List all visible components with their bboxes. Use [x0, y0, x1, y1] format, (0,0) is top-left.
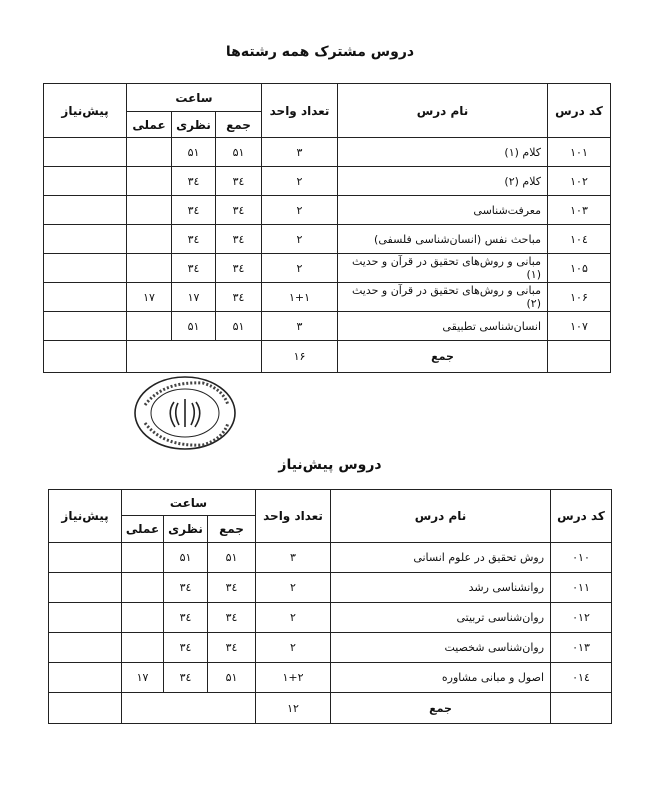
hours-total: ۳٤ [208, 603, 256, 633]
header-code: کد درس [551, 490, 612, 543]
table-row [44, 283, 611, 312]
hours-theory: ۳٤ [172, 167, 216, 196]
course-units: ۲ [256, 633, 331, 663]
hours-practical: ۱۷ [127, 283, 172, 312]
course-units: ۳ [256, 543, 331, 573]
hours-theory: ۳٤ [172, 196, 216, 225]
course-prereq [44, 196, 127, 225]
course-prereq [44, 312, 127, 341]
sum-row [49, 693, 612, 724]
table-row [49, 573, 612, 603]
course-code: ۰۱۲ [551, 603, 612, 633]
course-name: اصول و مبانی مشاوره [331, 663, 551, 693]
course-code: ۰۱۰ [551, 543, 612, 573]
course-name: روانشناسی رشد [331, 573, 551, 603]
hours-practical [127, 312, 172, 341]
course-units: ۲ [256, 603, 331, 633]
hours-practical: ۱۷ [122, 663, 164, 693]
hours-theory: ۳٤ [172, 225, 216, 254]
course-name: روش تحقیق در علوم انسانی [331, 543, 551, 573]
course-code: ۱۰۱ [548, 138, 611, 167]
header-total: جمع [216, 112, 262, 138]
table-row [49, 603, 612, 633]
course-units: ۱+۱ [262, 283, 338, 312]
course-code: ۱۰۶ [548, 283, 611, 312]
hours-total: ۳٤ [216, 167, 262, 196]
hours-total: ۳٤ [216, 196, 262, 225]
course-units: ۳ [262, 138, 338, 167]
course-prereq [44, 283, 127, 312]
course-units: ۲ [256, 573, 331, 603]
course-code: ۱۰۷ [548, 312, 611, 341]
course-name: مبانی و روش‌های تحقیق در قرآن و حدیث (۲) [338, 283, 548, 312]
course-name: مباحث نفس (انسان‌شناسی فلسفی) [338, 225, 548, 254]
official-seal [133, 375, 237, 451]
hours-total: ۳٤ [208, 633, 256, 663]
course-prereq [44, 138, 127, 167]
header-practical: عملی [127, 112, 172, 138]
sum-label: جمع [331, 693, 551, 724]
hours-total: ۳٤ [216, 254, 262, 283]
header-units: تعداد واحد [256, 490, 331, 543]
hours-total: ۵۱ [216, 138, 262, 167]
course-name: کلام (۲) [338, 167, 548, 196]
hours-theory: ۵۱ [164, 543, 208, 573]
sum-units: ۱۶ [262, 341, 338, 373]
hours-practical [122, 633, 164, 663]
course-name: روان‌شناسی تربیتی [331, 603, 551, 633]
hours-practical [127, 167, 172, 196]
header-code: کد درس [548, 84, 611, 138]
course-prereq [44, 167, 127, 196]
course-units: ۲ [262, 167, 338, 196]
course-prereq [49, 603, 122, 633]
prerequisite-courses-table [48, 489, 612, 724]
table-row [49, 633, 612, 663]
course-code: ۱۰۳ [548, 196, 611, 225]
course-code: ۱۰٤ [548, 225, 611, 254]
hours-total: ۵۱ [208, 543, 256, 573]
course-name: روان‌شناسی شخصیت [331, 633, 551, 663]
hours-total: ۳٤ [216, 283, 262, 312]
header-hours: ساعت [127, 84, 262, 112]
table-row [44, 225, 611, 254]
hours-practical [127, 225, 172, 254]
course-prereq [49, 663, 122, 693]
course-prereq [49, 543, 122, 573]
table-row [44, 312, 611, 341]
course-units: ۱+۲ [256, 663, 331, 693]
hours-total: ۵۱ [208, 663, 256, 693]
table-row [44, 138, 611, 167]
course-code: ۰۱٤ [551, 663, 612, 693]
hours-theory: ۵۱ [172, 312, 216, 341]
hours-practical [122, 543, 164, 573]
header-theory: نظری [172, 112, 216, 138]
table-row [44, 167, 611, 196]
hours-practical [127, 196, 172, 225]
hours-theory: ۳٤ [164, 633, 208, 663]
header-hours: ساعت [122, 490, 256, 516]
table-row [44, 196, 611, 225]
table-row [44, 254, 611, 283]
course-name: معرفت‌شناسی [338, 196, 548, 225]
header-theory: نظری [164, 516, 208, 543]
header-prereq: پیش‌نیاز [49, 490, 122, 543]
hours-theory: ۳٤ [172, 254, 216, 283]
hours-theory: ۳٤ [164, 573, 208, 603]
course-prereq [49, 573, 122, 603]
hours-practical [122, 573, 164, 603]
header-units: تعداد واحد [262, 84, 338, 138]
hours-total: ۳٤ [208, 573, 256, 603]
hours-theory: ۵۱ [172, 138, 216, 167]
sum-row [44, 341, 611, 373]
table-row [49, 663, 612, 693]
course-units: ۲ [262, 254, 338, 283]
header-total: جمع [208, 516, 256, 543]
course-units: ۳ [262, 312, 338, 341]
course-code: ۰۱۳ [551, 633, 612, 663]
hours-theory: ۳٤ [164, 603, 208, 633]
course-name: انسان‌شناسی تطبیقی [338, 312, 548, 341]
header-name: نام درس [338, 84, 548, 138]
course-prereq [49, 633, 122, 663]
course-name: مبانی و روش‌های تحقیق در قرآن و حدیث (۱) [338, 254, 548, 283]
course-units: ۲ [262, 225, 338, 254]
course-code: ۱۰۵ [548, 254, 611, 283]
hours-practical [122, 603, 164, 633]
course-code: ۰۱۱ [551, 573, 612, 603]
hours-theory: ۱۷ [172, 283, 216, 312]
table-row [49, 543, 612, 573]
section1-title: دروس مشترک همه رشته‌ها [225, 44, 415, 60]
course-prereq [44, 225, 127, 254]
course-units: ۲ [262, 196, 338, 225]
hours-theory: ۳٤ [164, 663, 208, 693]
header-prereq: پیش‌نیاز [44, 84, 127, 138]
sum-label: جمع [338, 341, 548, 373]
course-name: کلام (۱) [338, 138, 548, 167]
hours-practical [127, 138, 172, 167]
header-name: نام درس [331, 490, 551, 543]
course-prereq [44, 254, 127, 283]
hours-total: ۳٤ [216, 225, 262, 254]
course-code: ۱۰۲ [548, 167, 611, 196]
section2-title: دروس پیش‌نیاز [278, 457, 382, 473]
header-practical: عملی [122, 516, 164, 543]
common-courses-table [43, 83, 611, 373]
hours-practical [127, 254, 172, 283]
hours-total: ۵۱ [216, 312, 262, 341]
sum-units: ۱۲ [256, 693, 331, 724]
